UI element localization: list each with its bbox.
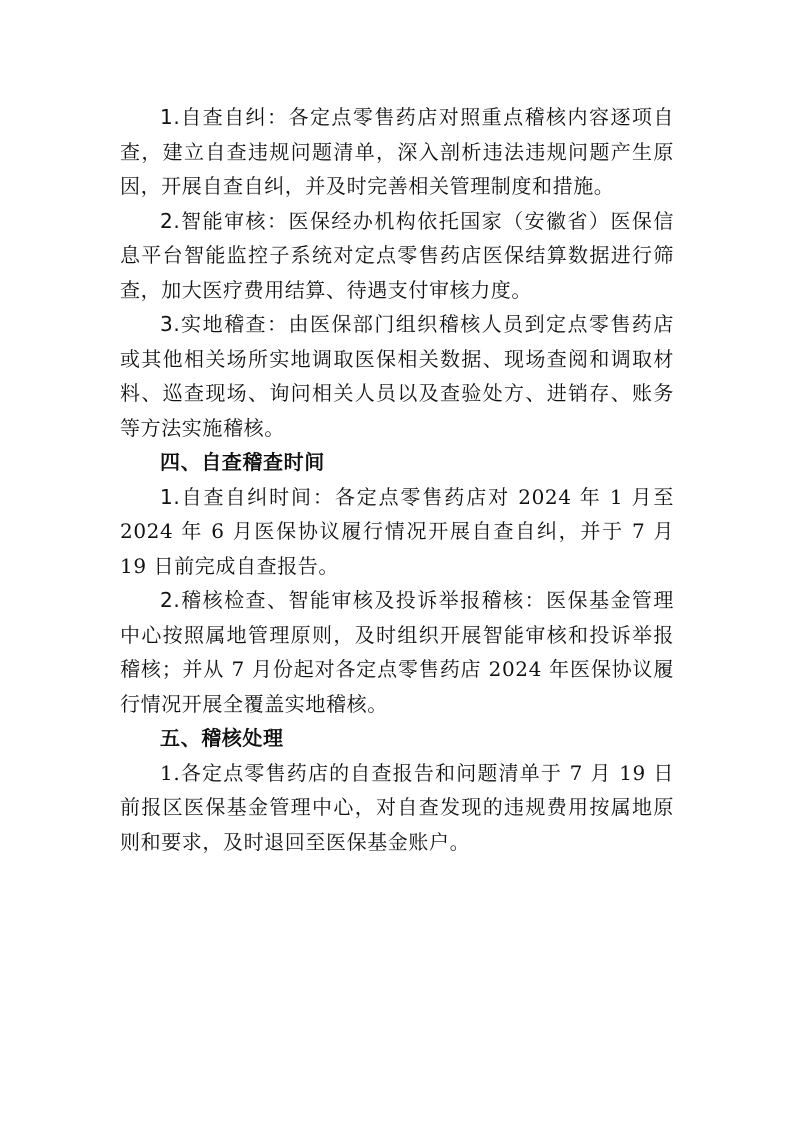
- paragraph-lead: 3.实地稽查：: [160, 312, 289, 336]
- paragraph-lead: 2.稽核检查、智能审核及投诉举报稽核：: [160, 588, 547, 612]
- paragraph-lead: 2.智能审核：: [160, 208, 289, 233]
- paragraph-body: 各定点零售药店对 2024 年 1 月至 2024 年 6 月医保协议履行情况开展自查自纠，并于 7 月 19 日前完成自查报告。: [120, 484, 675, 578]
- paragraph-body: 各定点零售药店对照重点稽核内容逐项自查，建立自查违规问题清单，深入剖析违法违规问题产生原因，开展自查自纠，并及时完善相关管理制度和措施。: [120, 105, 674, 198]
- paragraph-body: 医保基金管理中心按照属地管理原则，及时组织开展智能审核和投诉举报稽核；并从 7 月份起对各定点零售药店 2024 年医保协议履行情况开展全覆盖实地稽核。: [120, 588, 674, 716]
- section-heading-schedule: 四、自查稽查时间: [160, 450, 325, 474]
- paragraph-audit-inspection: [120, 583, 674, 721]
- paragraph-body: 由医保部门组织稽核人员到定点零售药店或其他相关场所实地调取医保相关数据、现场查阅和调取材料、巡查现场、询问相关人员以及查验处方、进销存、账务等方法实施稽核。: [120, 312, 674, 440]
- paragraph-smart-review: [120, 204, 674, 308]
- paragraph-onsite-inspection: [120, 307, 674, 445]
- section-heading-handling: 五、稽核处理: [160, 726, 284, 750]
- paragraph-self-check-time: [120, 480, 674, 584]
- paragraph-body: 1.各定点零售药店的自查报告和问题清单于 7 月 19 日前报区医保基金管理中心，对自查发现的违规费用按属地原则和要求，及时退回至医保基金账户。: [120, 760, 674, 854]
- paragraph-report-submission: [120, 756, 674, 860]
- paragraph-lead: 1.自查自纠时间：: [160, 484, 335, 509]
- paragraph-lead: 1.自查自纠：: [160, 105, 289, 129]
- paragraph-body: 医保经办机构依托国家（安徽省）医保信息平台智能监控子系统对定点零售药店医保结算数据进行筛查，加大医疗费用结算、待遇支付审核力度。: [120, 208, 674, 302]
- paragraph-self-check: [120, 100, 674, 204]
